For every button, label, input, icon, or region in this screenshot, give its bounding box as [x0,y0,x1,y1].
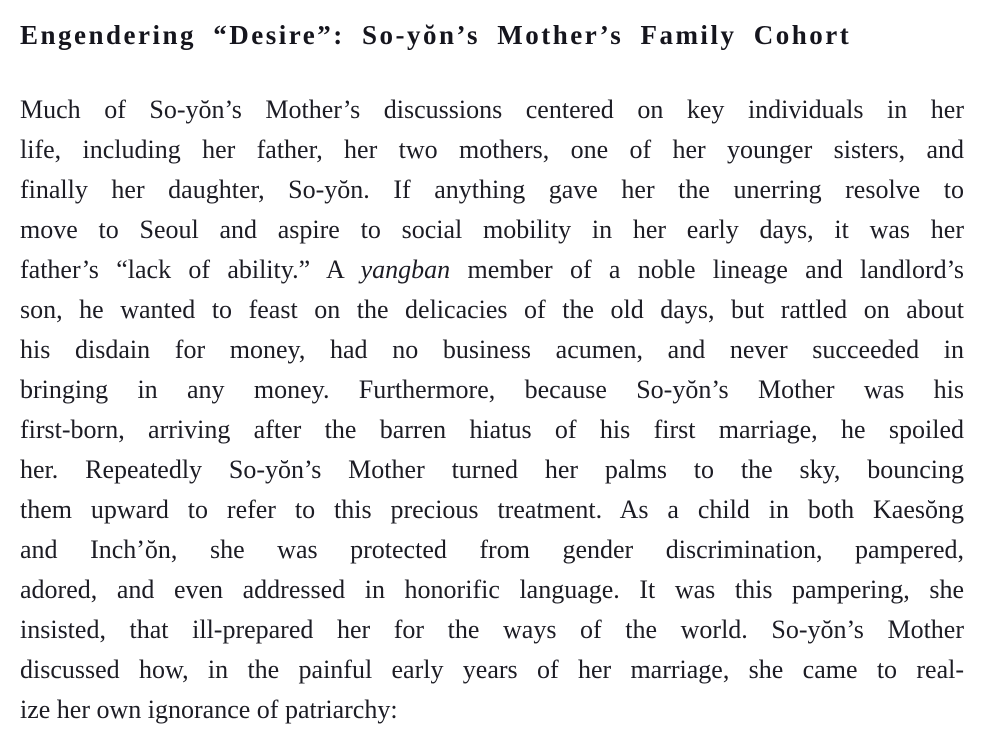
text-line [20,570,964,610]
text-segment: them upward to refer to this precious treatment. As a child in both Kaesŏng [20,495,964,524]
text-line [20,210,964,250]
text-line [20,290,964,330]
text-line [20,650,964,690]
text-segment: Much of So-yŏn’s Mother’s discussions centered on key individuals in her [20,95,964,124]
text-segment: and Inch’ŏn, she was protected from gender discrimination, pampered, [20,535,964,564]
text-line [20,250,964,290]
text-segment: insisted, that ill-prepared her for the ways of the world. So-yŏn’s Mother [20,615,964,644]
text-segment: finally her daughter, So-yŏn. If anything gave her the unerring resolve to [20,175,964,204]
text-line [20,170,964,210]
text-line [20,130,964,170]
text-segment: first-born, arriving after the barren hiatus of his first marriage, he spoiled [20,415,964,444]
italic-term: yangban [360,255,451,284]
body-paragraph [20,90,964,730]
text-line [20,90,964,130]
text-line [20,610,964,650]
text-line [20,490,964,530]
text-segment: father’s “lack of ability.” A [20,255,361,284]
text-segment: adored, and even addressed in honorific language. It was this pampering, she [20,575,964,604]
text-segment: bringing in any money. Furthermore, because So-yŏn’s Mother was his [20,375,964,404]
text-line [20,450,964,490]
text-line [20,370,964,410]
text-segment: discussed how, in the painful early years of her marriage, she came to real- [20,655,964,684]
text-segment: member of a noble lineage and landlord’s [450,255,964,284]
text-segment: her. Repeatedly So-yŏn’s Mother turned her palms to the sky, bouncing [20,455,964,484]
text-line [20,330,964,370]
text-segment: ize her own ignorance of patriarchy: [20,695,398,724]
text-segment: move to Seoul and aspire to social mobility in her early days, it was her [20,215,964,244]
text-line [20,530,964,570]
text-segment: life, including her father, her two mothers, one of her younger sisters, and [20,135,964,164]
text-segment: son, he wanted to feast on the delicacies of the old days, but rattled on about [20,295,964,324]
text-segment: his disdain for money, had no business acumen, and never succeeded in [20,335,964,364]
text-line [20,410,964,450]
section-heading: Engendering “Desire”: So-yŏn’s Mother’s Family Cohort [20,20,852,50]
text-line [20,690,964,730]
